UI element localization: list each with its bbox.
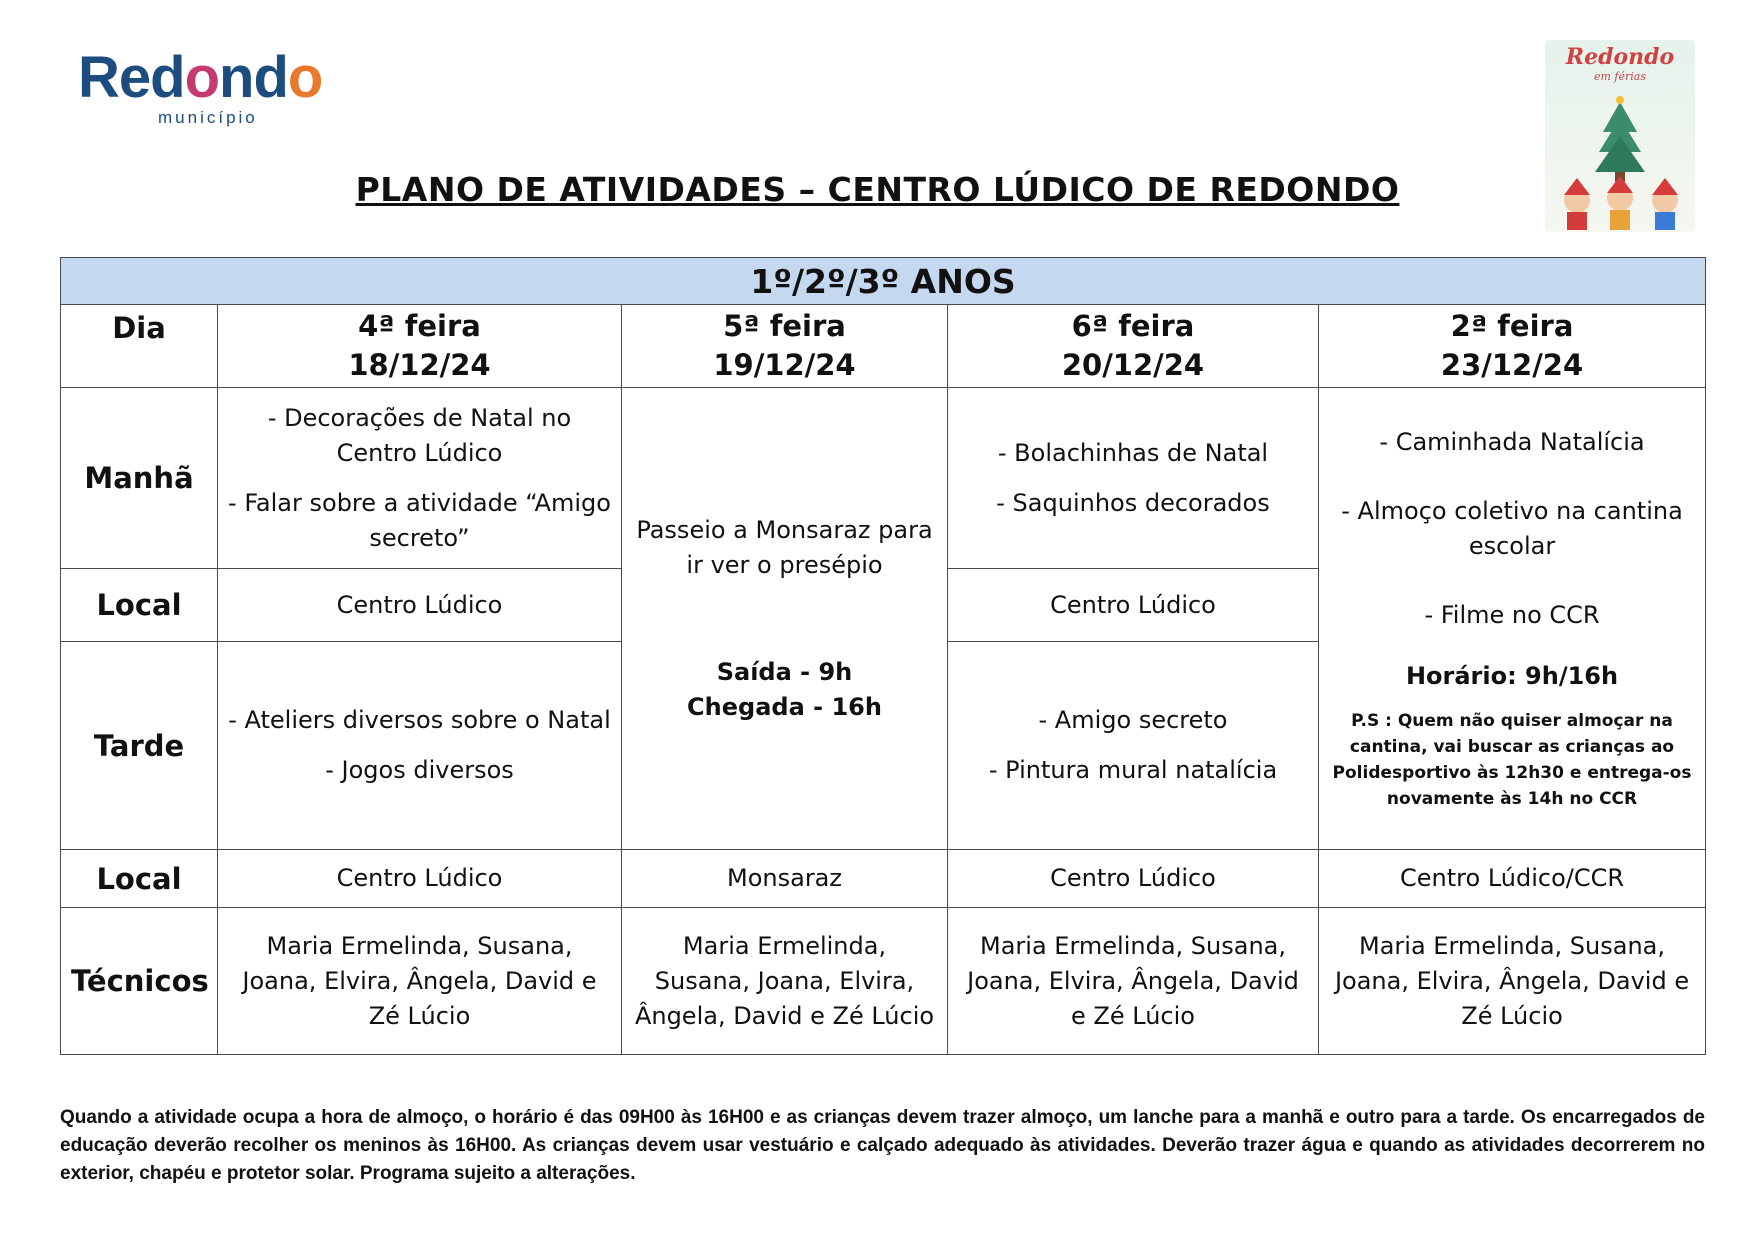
- wed-manha-activity-1: - Decorações de Natal no Centro Lúdico: [267, 403, 572, 467]
- wed-local-pm: Centro Lúdico: [218, 850, 622, 908]
- day-header-mon: [1319, 305, 1706, 388]
- row-label-dia: Dia: [61, 305, 218, 388]
- thu-tecnicos: Maria Ermelinda, Susana, Joana, Elvira, Ângela, David e Zé Lúcio: [622, 908, 948, 1055]
- tecnicos-row: [61, 908, 1706, 1055]
- footer-note: Quando a atividade ocupa a hora de almoço, o horário é das 09H00 às 16H00 e as crianças devem trazer almoço, um lanche para a manhã e outro para a tarde. Os encarregados de educação deverão recolher os meninos às 16H00. As crianças devem usar vestuário e calçado adequado às atividades. Deverão trazer água e quando as atividades decorrerem no exterior, chapéu e protetor solar. Programa sujeito a alterações.: [60, 1107, 1705, 1184]
- logo-subtitle: município: [158, 108, 258, 127]
- age-group-header: 1º/2º/3º ANOS: [61, 258, 1706, 305]
- poster-subtitle: em férias: [1594, 70, 1646, 83]
- fri-tarde-activity-2: - Pintura mural natalícia: [988, 756, 1278, 784]
- fri-tecnicos: Maria Ermelinda, Susana, Joana, Elvira, Ângela, David e Zé Lúcio: [948, 908, 1319, 1055]
- row-label-tecnicos: Técnicos: [61, 908, 218, 1055]
- wed-manha-activity-2: - Falar sobre a atividade “Amigo secreto”: [228, 488, 611, 552]
- fri-manha-activity-2: - Saquinhos decorados: [996, 488, 1270, 517]
- weekday-fri: 6ª feira: [1071, 309, 1195, 343]
- mon-horario: Horário: 9h/16h: [1405, 662, 1619, 690]
- row-label-local-pm: Local: [61, 850, 218, 908]
- mon-ps-note: P.S : Quem não quiser almoçar na cantina, vai buscar as crianças ao Polidesportivo às 12h30 e entrega-os novamente às 14h no CCR: [1332, 711, 1692, 809]
- day-header-fri: [948, 305, 1319, 388]
- row-label-tarde: Tarde: [61, 642, 218, 850]
- fri-local-am: Centro Lúdico: [948, 569, 1319, 642]
- day-header-thu: [622, 305, 948, 388]
- fri-manha-cell: [948, 388, 1319, 569]
- thu-local-pm: Monsaraz: [622, 850, 948, 908]
- activities-schedule-table: [60, 257, 1706, 1055]
- wed-tarde-activity-1: - Ateliers diversos sobre o Natal: [228, 706, 611, 734]
- wed-tarde-cell: [218, 642, 622, 850]
- redondo-municipio-logo: [78, 45, 323, 138]
- wed-local-am: Centro Lúdico: [218, 569, 622, 642]
- day-header-wed: [218, 305, 622, 388]
- weekday-wed: 4ª feira: [358, 309, 481, 343]
- mon-local-pm: Centro Lúdico/CCR: [1319, 850, 1706, 908]
- date-thu: 19/12/24: [713, 348, 856, 382]
- group-header-row: [61, 258, 1706, 305]
- day-header-row: [61, 305, 1706, 388]
- mon-activity-2: - Almoço coletivo na cantina escolar: [1341, 497, 1683, 560]
- mon-tecnicos: Maria Ermelinda, Susana, Joana, Elvira, Ângela, David e Zé Lúcio: [1319, 908, 1706, 1055]
- weekday-mon: 2ª feira: [1450, 309, 1574, 343]
- mon-activity-3: - Filme no CCR: [1424, 601, 1600, 629]
- date-fri: 20/12/24: [1061, 348, 1205, 382]
- page-title: PLANO DE ATIVIDADES – CENTRO LÚDICO DE REDONDO: [355, 170, 1400, 209]
- wed-manha-cell: [218, 388, 622, 569]
- row-label-local-am: Local: [61, 569, 218, 642]
- weekday-thu: 5ª feira: [723, 309, 846, 343]
- row-label-manha: Manhã: [61, 388, 218, 569]
- date-wed: 18/12/24: [348, 348, 491, 382]
- local-pm-row: [61, 850, 1706, 908]
- fri-tarde-activity-1: - Amigo secreto: [1038, 706, 1228, 734]
- wed-tarde-activity-2: - Jogos diversos: [325, 756, 514, 784]
- thu-merged-cell: [622, 388, 948, 850]
- fri-local-pm: Centro Lúdico: [948, 850, 1319, 908]
- poster-title: Redondo: [1565, 44, 1675, 70]
- date-mon: 23/12/24: [1440, 348, 1584, 382]
- fri-tarde-cell: [948, 642, 1319, 850]
- mon-activity-1: - Caminhada Natalícia: [1379, 428, 1645, 456]
- wed-tecnicos: Maria Ermelinda, Susana, Joana, Elvira, Ângela, David e Zé Lúcio: [218, 908, 622, 1055]
- mon-merged-cell: [1319, 388, 1706, 850]
- manha-row: [61, 388, 1706, 569]
- fri-manha-activity-1: - Bolachinhas de Natal: [997, 438, 1269, 467]
- thu-chegada: Chegada - 16h: [687, 692, 882, 721]
- logo-wordmark: Redondo: [78, 45, 323, 110]
- thu-activity: Passeio a Monsaraz para ir ver o presépio: [636, 515, 933, 579]
- thu-saida: Saída - 9h: [716, 657, 853, 686]
